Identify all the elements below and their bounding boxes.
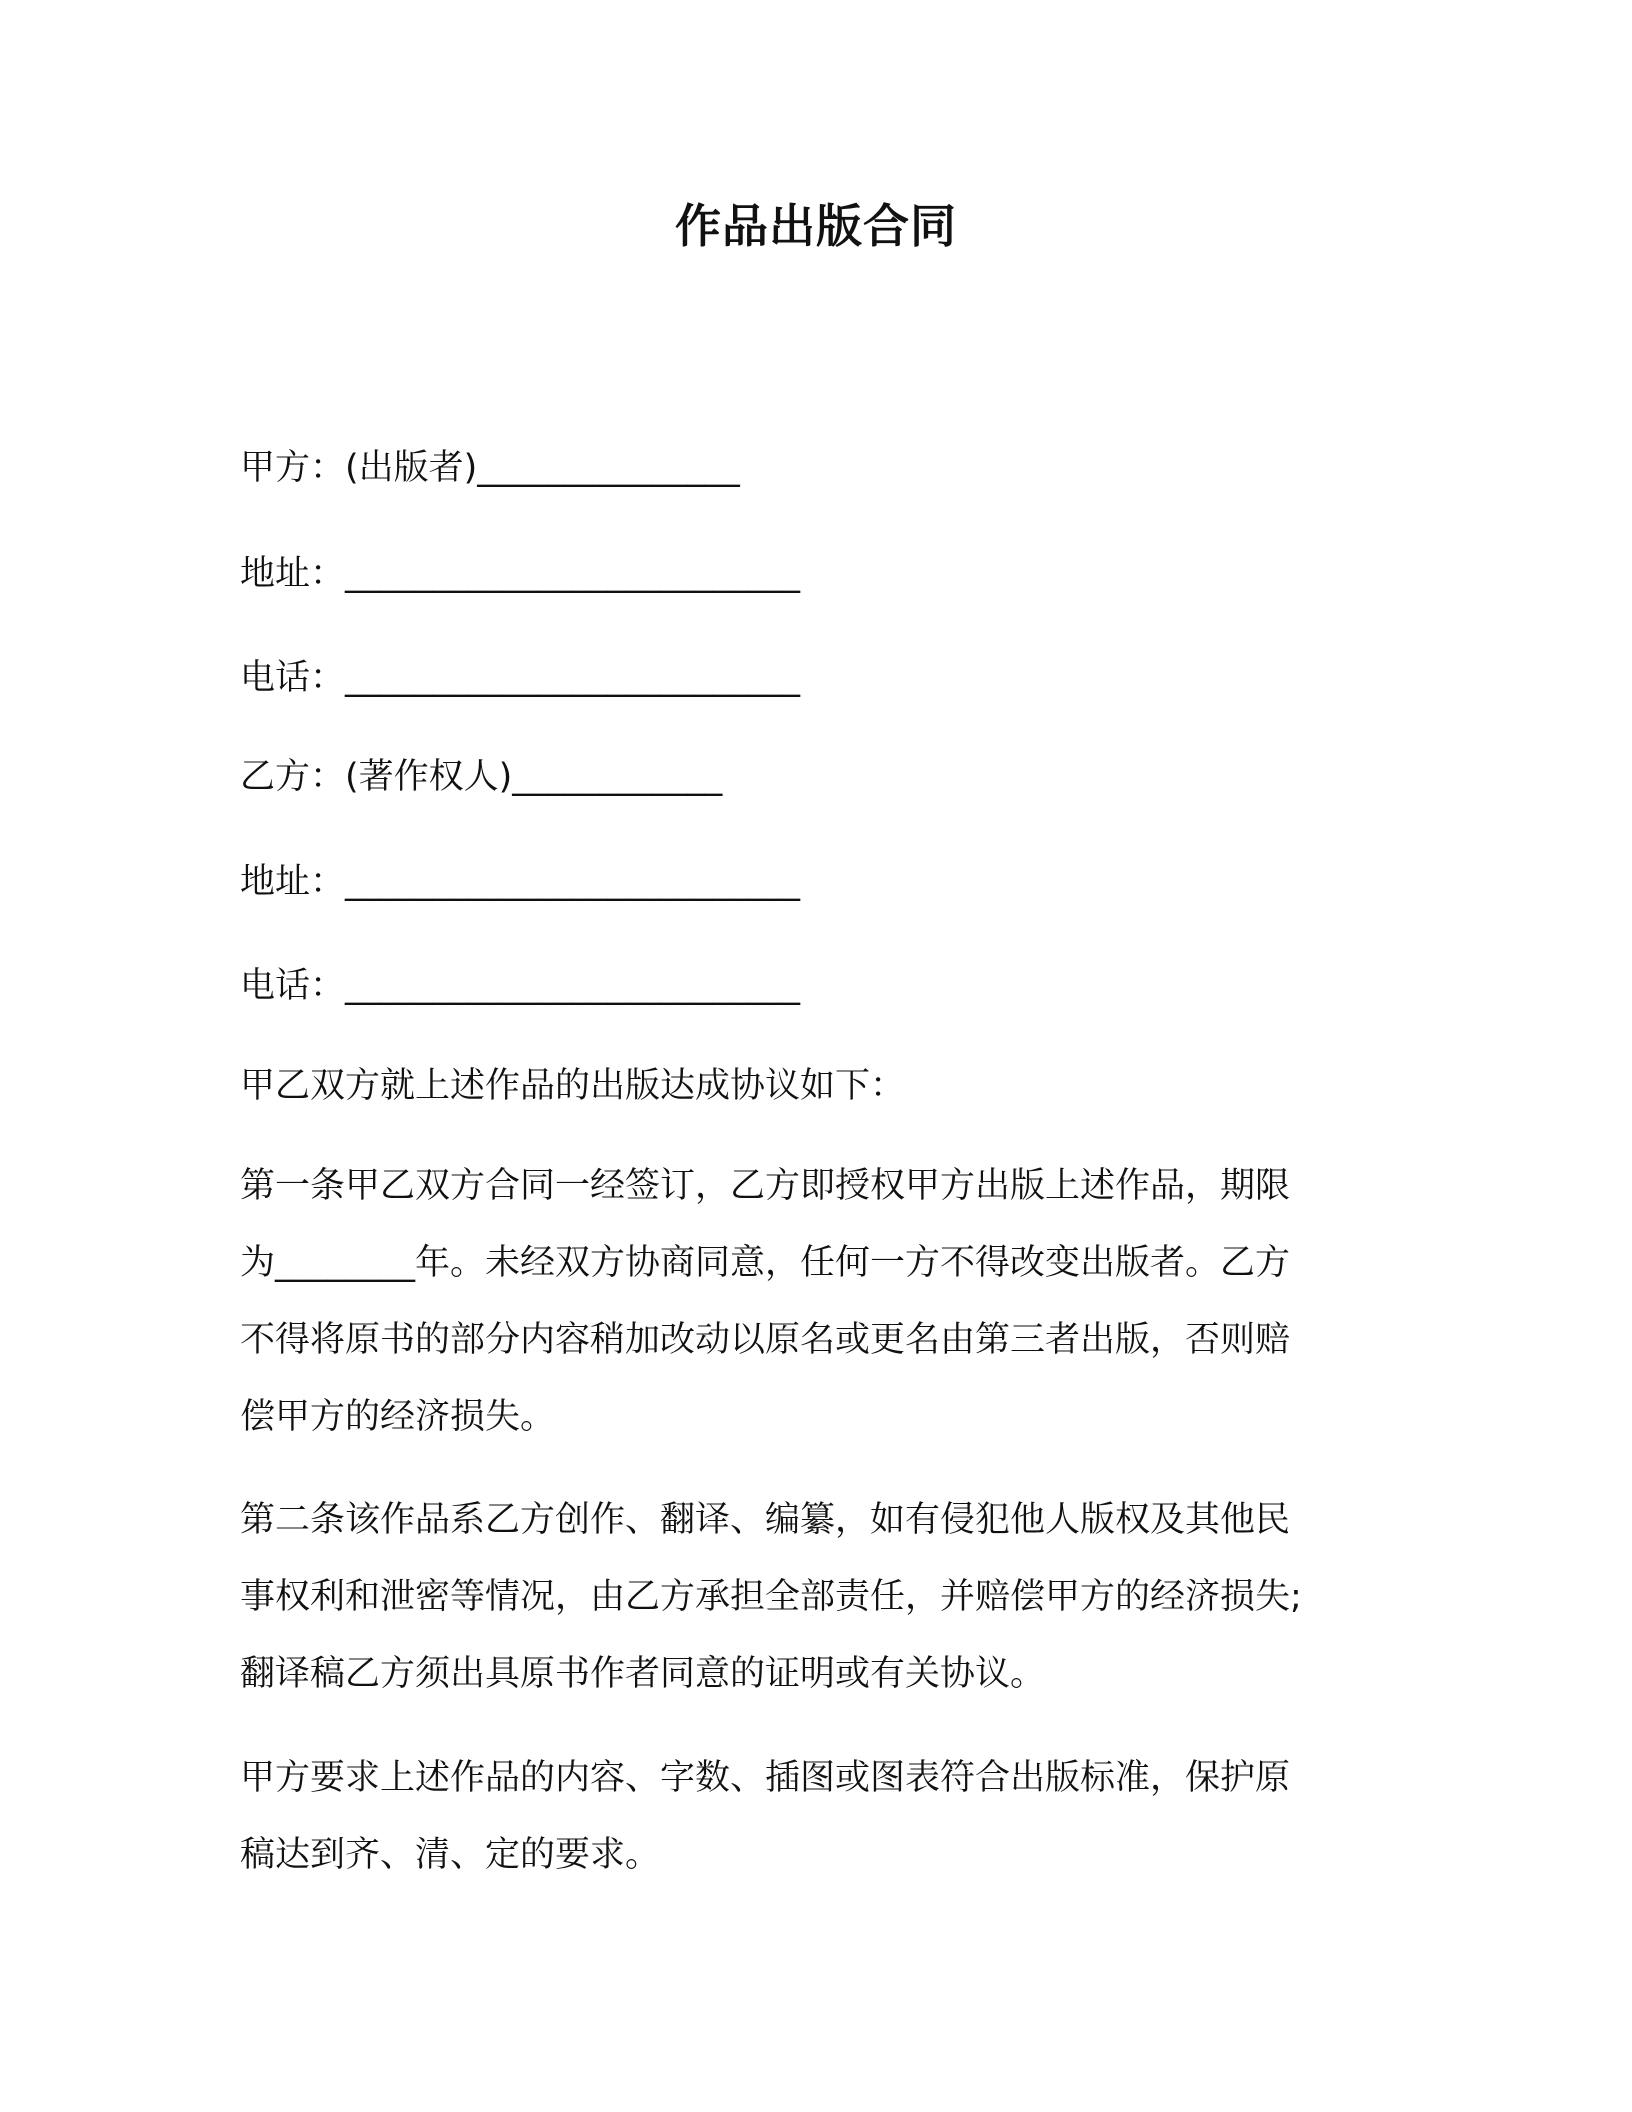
article-1-paragraph: [240, 1148, 1380, 1456]
article-2-line: 事权利和泄密等情况，由乙方承担全部责任，并赔偿甲方的经济损失;: [240, 1577, 1302, 1617]
party-a-address: 地址：__________________________: [240, 554, 801, 594]
article-2-line: 翻译稿乙方须出具原书作者同意的证明或有关协议。: [240, 1654, 1046, 1694]
party-a-line: 甲方：(出版者)_______________: [240, 448, 740, 488]
party-b-address: 地址：__________________________: [240, 862, 801, 902]
article-2-line: 第二条该作品系乙方创作、翻译、编纂，如有侵犯他人版权及其他民: [240, 1500, 1291, 1540]
article-1-line: 偿甲方的经济损失。: [240, 1397, 556, 1437]
article-1-line: 不得将原书的部分内容稍加改动以原名或更名由第三者出版，否则赔: [240, 1320, 1291, 1360]
article-2-paragraph: [240, 1482, 1380, 1713]
party-b-line: 乙方：(著作权人)____________: [240, 757, 723, 797]
article-3-paragraph: [240, 1740, 1380, 1894]
article-3-line: 稿达到齐、清、定的要求。: [240, 1835, 661, 1875]
contract-title: 作品出版合同: [675, 199, 957, 253]
article-3-line: 甲方要求上述作品的内容、字数、插图或图表符合出版标准，保护原: [240, 1758, 1291, 1798]
party-a-phone: 电话：__________________________: [240, 658, 801, 698]
agreement-intro: 甲乙双方就上述作品的出版达成协议如下：: [240, 1066, 906, 1106]
article-1-line: 第一条甲乙双方合同一经签订，乙方即授权甲方出版上述作品，期限: [240, 1166, 1291, 1206]
article-1-line: 为________年。未经双方协商同意，任何一方不得改变出版者。乙方: [240, 1243, 1291, 1283]
party-b-phone: 电话：__________________________: [240, 966, 801, 1006]
